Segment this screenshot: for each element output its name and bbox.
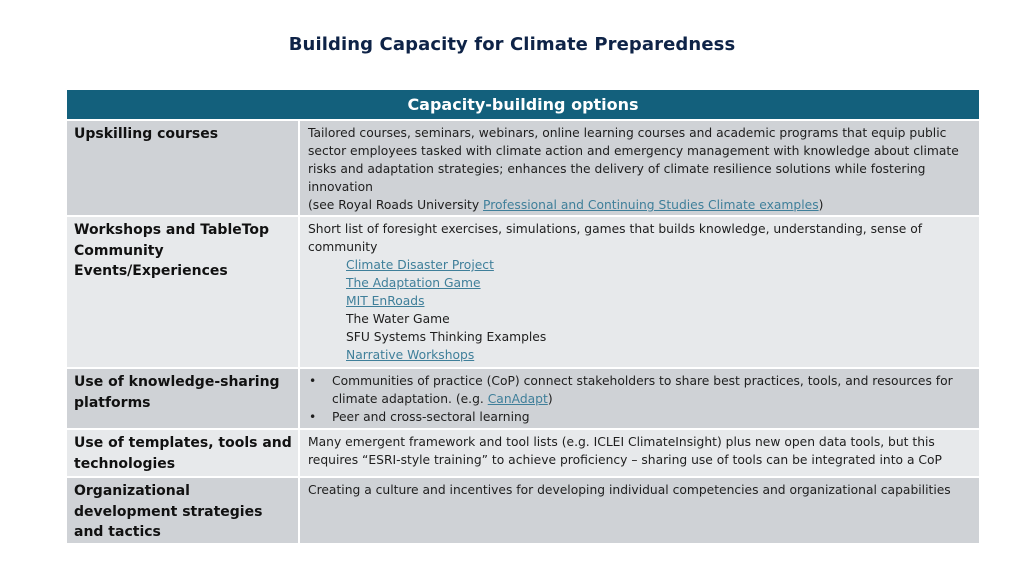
link-climate-disaster-project[interactable]: Climate Disaster Project	[346, 258, 494, 272]
row-label: Use of templates, tools and technologies	[66, 429, 299, 477]
reference-suffix: )	[818, 198, 824, 212]
bullet-icon: •	[309, 374, 317, 388]
bullet-item-peer-learning	[308, 408, 973, 426]
row-description: Many emergent framework and tool lists (e.g. ICLEI ClimateInsight) plus new open data tools, but this requires “ESRI-style training” to achieve proficiency – sharing use of tools can be integrated into a CoP	[299, 429, 980, 477]
row-text: Short list of foresight exercises, simulations, games that builds knowledge, understanding, sense of community	[308, 222, 923, 254]
capacity-options-table	[65, 88, 981, 545]
row-label: Use of knowledge-sharing platforms	[66, 368, 299, 429]
table-row-organizational-development	[66, 477, 980, 544]
row-label: Organizational development strategies and tactics	[66, 477, 299, 544]
bullet-icon: •	[309, 410, 317, 424]
row-reference	[308, 196, 973, 214]
link-canadapt[interactable]: CanAdapt	[487, 392, 548, 406]
link-mit-enroads[interactable]: MIT EnRoads	[346, 294, 425, 308]
reference-prefix: (see Royal Roads University	[308, 198, 484, 212]
table-row-upskilling	[66, 120, 980, 216]
bullet-text: Peer and cross-sectoral learning	[332, 410, 530, 424]
link-royal-roads-climate-examples[interactable]: Professional and Continuing Studies Climate examples	[483, 198, 819, 212]
table-row-templates-tools	[66, 429, 980, 477]
link-narrative-workshops[interactable]: Narrative Workshops	[346, 348, 475, 362]
row-description	[299, 368, 980, 429]
table-header: Capacity-building options	[66, 89, 980, 120]
list-item-water-game: The Water Game	[346, 312, 450, 326]
row-description	[299, 120, 980, 216]
slide-title: Building Capacity for Climate Preparedness	[288, 34, 736, 55]
table-row-workshops	[66, 216, 980, 368]
row-label: Workshops and TableTop Community Events/Experiences	[66, 216, 299, 368]
row-description: Creating a culture and incentives for developing individual competencies and organizational capabilities	[299, 477, 980, 544]
bullet-item-cop	[308, 372, 973, 408]
table-row-knowledge-sharing	[66, 368, 980, 429]
link-adaptation-game[interactable]: The Adaptation Game	[346, 276, 481, 290]
row-label: Upskilling courses	[66, 120, 299, 216]
row-text: Tailored courses, seminars, webinars, online learning courses and academic programs that equip public sector employees tasked with climate action and emergency management with knowledge about climate risks and adaptation strategies; enhances the delivery of climate resilience solutions while fostering innovation	[308, 126, 959, 194]
bullet-suffix: )	[547, 392, 553, 406]
bullet-text: Communities of practice (CoP) connect stakeholders to share best practices, tools, and resources for climate adaptation. (e.g.	[332, 374, 953, 406]
list-item-sfu-systems-thinking: SFU Systems Thinking Examples	[346, 330, 547, 344]
row-description	[299, 216, 980, 368]
